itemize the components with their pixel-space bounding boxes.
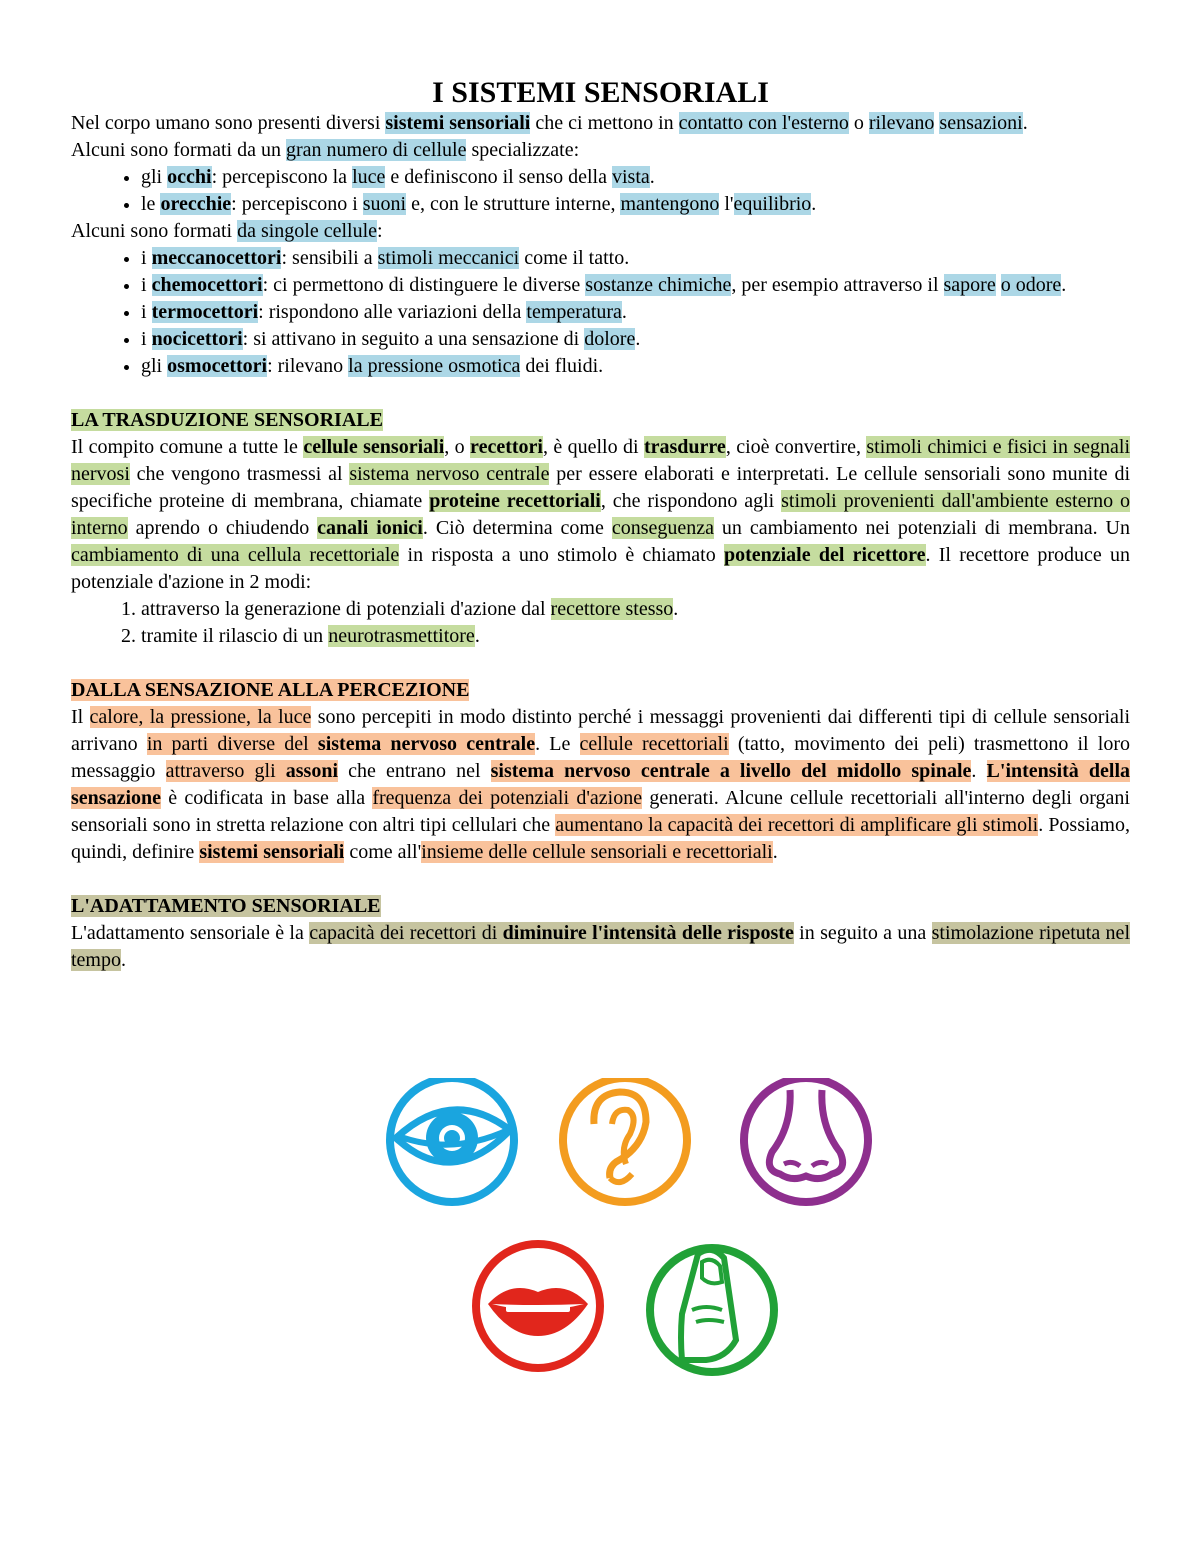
trasduzione-list <box>71 596 1130 650</box>
document-content <box>71 76 1130 974</box>
intro-paragraph-3: Alcuni sono formati da singole cellule: <box>71 220 383 242</box>
five-senses-illustration <box>380 1078 880 1378</box>
finger-icon <box>650 1248 774 1372</box>
list-item: • i nocicettori: si attivano in seguito a una sensazione di dolore. <box>141 326 1130 353</box>
section-heading-adattamento: L'ADATTAMENTO SENSORIALE <box>71 895 381 917</box>
page-title: I SISTEMI SENSORIALI <box>432 76 769 109</box>
intro-paragraph-1: Nel corpo umano sono presenti diversi sistemi sensoriali che ci mettono in contatto con l'esterno o rilevano sensazioni. <box>71 112 1028 134</box>
list-item: • i termocettori: rispondono alle variazioni della temperatura. <box>141 299 1130 326</box>
mouth-icon <box>476 1244 600 1368</box>
list-item: • i chemocettori: ci permettono di distinguere le diverse sostanze chimiche, per esempio attraverso il sapore o odore. <box>141 272 1130 299</box>
intro-paragraph-2: Alcuni sono formati da un gran numero di cellule specializzate: <box>71 139 580 161</box>
section-heading-trasduzione: LA TRASDUZIONE SENSORIALE <box>71 409 383 431</box>
adattamento-paragraph: L'adattamento sensoriale è la capacità dei recettori di diminuire l'intensità delle risposte in seguito a una stimolazione ripetuta nel tempo. <box>71 922 1130 971</box>
section-heading-percezione: DALLA SENSAZIONE ALLA PERCEZIONE <box>71 679 470 701</box>
list-item: 2. tramite il rilascio di un neurotrasmettitore. <box>141 623 1130 650</box>
nose-icon <box>744 1078 868 1202</box>
list-item: • le orecchie: percepiscono i suoni e, con le strutture interne, mantengono l'equilibrio. <box>141 191 1130 218</box>
list-item: 1. attraverso la generazione di potenziali d'azione dal recettore stesso. <box>141 596 1130 623</box>
list-item: • gli osmocettori: rilevano la pressione osmotica dei fluidi. <box>141 353 1130 380</box>
receptors-list <box>71 245 1130 380</box>
percezione-paragraph: Il calore, la pressione, la luce sono percepiti in modo distinto perché i messaggi provenienti dai differenti tipi di cellule sensoriali arrivano in parti diverse del sistema nervoso centrale. Le cellule recettoriali (tatto, movimento dei peli) trasmettono il loro messaggio attraverso gli assoni che entrano nel sistema nervoso centrale a livello del midollo spinale. L'intensità della sensazione è codificata in base alla frequenza dei potenziali d'azione generati. Alcune cellule recettoriali all'interno degli organi sensoriali sono in stretta relazione con altri tipi cellulari che aumentano la capacità dei recettori di amplificare gli stimoli. Possiamo, quindi, definire sistemi sensoriali come all'insieme delle cellule sensoriali e recettoriali. <box>71 706 1131 863</box>
eye-icon <box>390 1078 514 1202</box>
ear-icon <box>563 1078 687 1202</box>
senses-list <box>71 164 1130 218</box>
list-item: • gli occhi: percepiscono la luce e definiscono il senso della vista. <box>141 164 1130 191</box>
list-item: • i meccanocettori: sensibili a stimoli meccanici come il tatto. <box>141 245 1130 272</box>
trasduzione-paragraph: Il compito comune a tutte le cellule sensoriali, o recettori, è quello di trasdurre, cioè convertire, stimoli chimici e fisici in segnali nervosi che vengono trasmessi al sistema nervoso centrale per essere elaborati e interpretati. Le cellule sensoriali sono munite di specifiche proteine di membrana, chiamate proteine recettoriali, che rispondono agli stimoli provenienti dall'ambiente esterno o interno aprendo o chiudendo canali ionici. Ciò determina come conseguenza un cambiamento nei potenziali di membrana. Un cambiamento di una cellula recettoriale in risposta a uno stimolo è chiamato potenziale del ricettore. Il recettore produce un potenziale d'azione in 2 modi: <box>71 436 1131 593</box>
